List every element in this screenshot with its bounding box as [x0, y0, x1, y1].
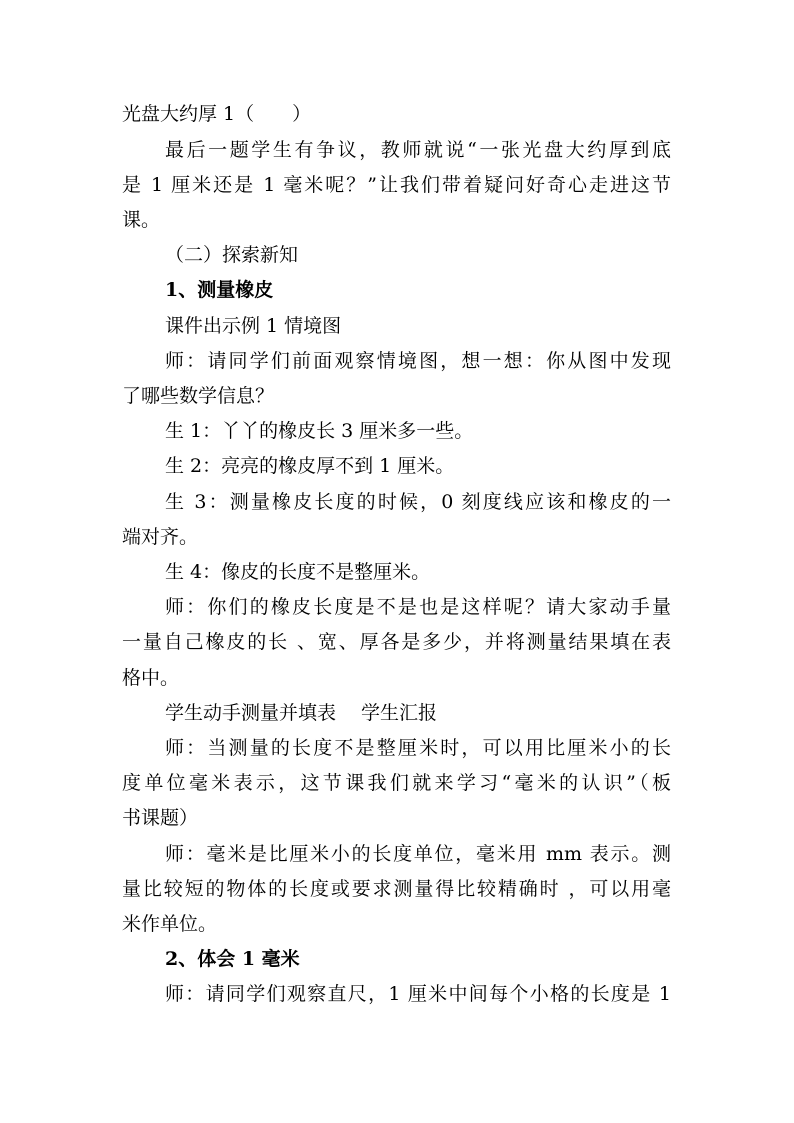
text-line: 度单位毫米表示，这节课我们就来学习“毫米的认识”（板	[122, 772, 671, 794]
text-line: 课。	[122, 209, 161, 231]
text-line: 学生动手测量并填表 学生汇报	[165, 702, 438, 724]
subsection-heading: 1、测量橡皮	[165, 279, 274, 301]
text-line: 量比较短的物体的长度或要求测量得比较精确时 ，可以用毫	[122, 878, 671, 900]
text-line: 光盘大约厚 1（ ）	[122, 103, 312, 125]
text-line: 师：当测量的长度不是整厘米时，可以用比厘米小的长	[165, 737, 671, 759]
text-line: 生 2：亮亮的橡皮厚不到 1 厘米。	[165, 455, 455, 477]
text-line: 生 3：测量橡皮长度的时候，0 刻度线应该和橡皮的一	[165, 491, 671, 513]
text-line: 师：请同学们观察直尺，1 厘米中间每个小格的长度是 1	[165, 983, 671, 1005]
text-line: 格中。	[122, 667, 180, 689]
text-line: 师：毫米是比厘米小的长度单位，毫米用 mm 表示。测	[165, 843, 671, 865]
text-line: 了哪些数学信息？	[122, 385, 275, 407]
text-line: 书课题）	[122, 807, 199, 829]
text-line: 一量自己橡皮的长 、宽、厚各是多少，并将测量结果填在表	[122, 631, 671, 653]
text-line: 米作单位。	[122, 913, 218, 935]
subsection-heading: 2、体会 1 毫米	[165, 948, 300, 970]
text-line: 课件出示例 1 情境图	[165, 315, 342, 337]
text-line: 生 4：像皮的长度不是整厘米。	[165, 561, 431, 583]
text-line: 师：你们的橡皮长度是不是也是这样呢？请大家动手量	[165, 596, 671, 618]
section-heading: （二）探索新知	[165, 244, 299, 266]
text-line: 师：请同学们前面观察情境图，想一想：你从图中发现	[165, 350, 671, 372]
text-line: 最后一题学生有争议，教师就说“一张光盘大约厚到底	[165, 139, 671, 161]
text-line: 是 1 厘米还是 1 毫米呢？”让我们带着疑问好奇心走进这节	[122, 174, 671, 196]
text-line: 端对齐。	[122, 526, 199, 548]
text-line: 生 1：丫丫的橡皮长 3 厘米多一些。	[165, 420, 474, 442]
